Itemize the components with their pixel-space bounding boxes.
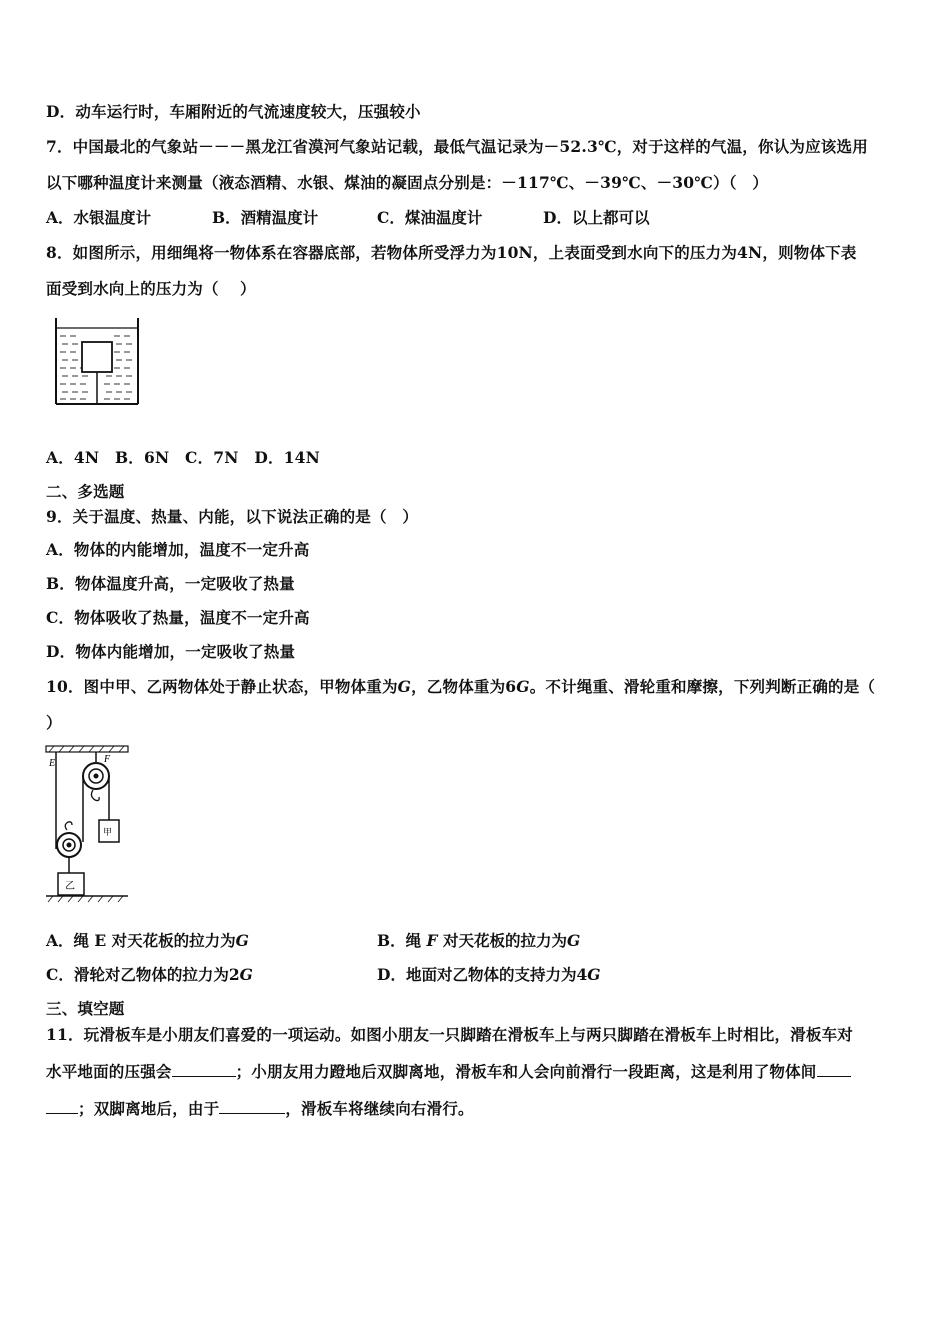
q9-option-a: A．物体的内能增加，温度不一定升高 [46, 540, 310, 559]
q10-option-b: B．绳 F 对天花板的拉力为G [377, 931, 581, 950]
q8-stem-line2: 面受到水向上的压力为（ ） [46, 279, 256, 298]
label-yi: 乙 [65, 881, 75, 892]
section-3-title: 三、填空题 [46, 999, 125, 1018]
q10-stem-line2: ） [46, 713, 62, 732]
q9-stem: 9．关于温度、热量、内能，以下说法正确的是（ ） [46, 507, 419, 526]
q11-stem-line1: 11．玩滑板车是小朋友们喜爱的一项运动。如图小朋友一只脚踏在滑板车上与两只脚踏在滑板车上时相比，滑板车对 [46, 1025, 853, 1044]
q10-stem-line1: 10．图中甲、乙两物体处于静止状态，甲物体重为G，乙物体重为6G。不计绳重、滑轮重和摩擦，下列判断正确的是（ [46, 677, 876, 696]
q7-stem-line2: 以下哪种温度计来测量（液态酒精、水银、煤油的凝固点分别是：－117℃、－39℃、－30℃）（ ） [46, 173, 769, 192]
q10-option-d: D．地面对乙物体的支持力为4G [377, 965, 601, 984]
q8-stem-line1: 8．如图所示，用细绳将一物体系在容器底部，若物体所受浮力为10N，上表面受到水向下的压力为4N，则物体下表 [46, 243, 857, 262]
q7-option-d: D．以上都可以 [543, 208, 650, 227]
q9-option-d: D．物体内能增加，一定吸收了热量 [46, 642, 296, 661]
label-jia: 甲 [103, 828, 113, 838]
q11-stem-line3: ；双脚离地后，由于 ，滑板车将继续向右滑行。 [46, 1099, 474, 1119]
pulley-system-figure [44, 744, 134, 906]
label-f: F [104, 754, 111, 765]
q7-option-b: B．酒精温度计 [212, 208, 319, 227]
label-e: E [49, 758, 56, 769]
submerged-block [82, 342, 112, 372]
q11-blank-2b[interactable] [46, 1099, 78, 1114]
q7-option-c: C．煤油温度计 [377, 208, 483, 227]
q11-blank-1[interactable] [172, 1062, 236, 1077]
q11-stem-line2: 水平地面的压强会 ；小朋友用力蹬地后双脚离地，滑板车和人会向前滑行一段距离，这是利用了物体间 [46, 1062, 851, 1082]
q9-option-c: C．物体吸收了热量，温度不一定升高 [46, 608, 310, 627]
q11-blank-2a[interactable] [817, 1062, 851, 1077]
q11-blank-3[interactable] [219, 1099, 285, 1114]
q7-stem-line1: 7．中国最北的气象站－－－黑龙江省漠河气象站记载，最低气温记录为－52.3℃，对于这样的气温，你认为应该选用 [46, 137, 868, 156]
container-buoyancy-figure [50, 316, 145, 408]
q9-option-b: B．物体温度升高，一定吸收了热量 [46, 574, 295, 593]
section-2-title: 二、多选题 [46, 482, 125, 501]
q10-option-a: A．绳 E 对天花板的拉力为G [46, 931, 249, 950]
q8-options: A．4N B．6N C．7N D．14N [46, 448, 321, 467]
q6-option-d: D．动车运行时，车厢附近的气流速度较大，压强较小 [46, 102, 421, 121]
q10-option-c: C．滑轮对乙物体的拉力为2G [46, 965, 253, 984]
q7-option-a: A．水银温度计 [46, 208, 152, 227]
